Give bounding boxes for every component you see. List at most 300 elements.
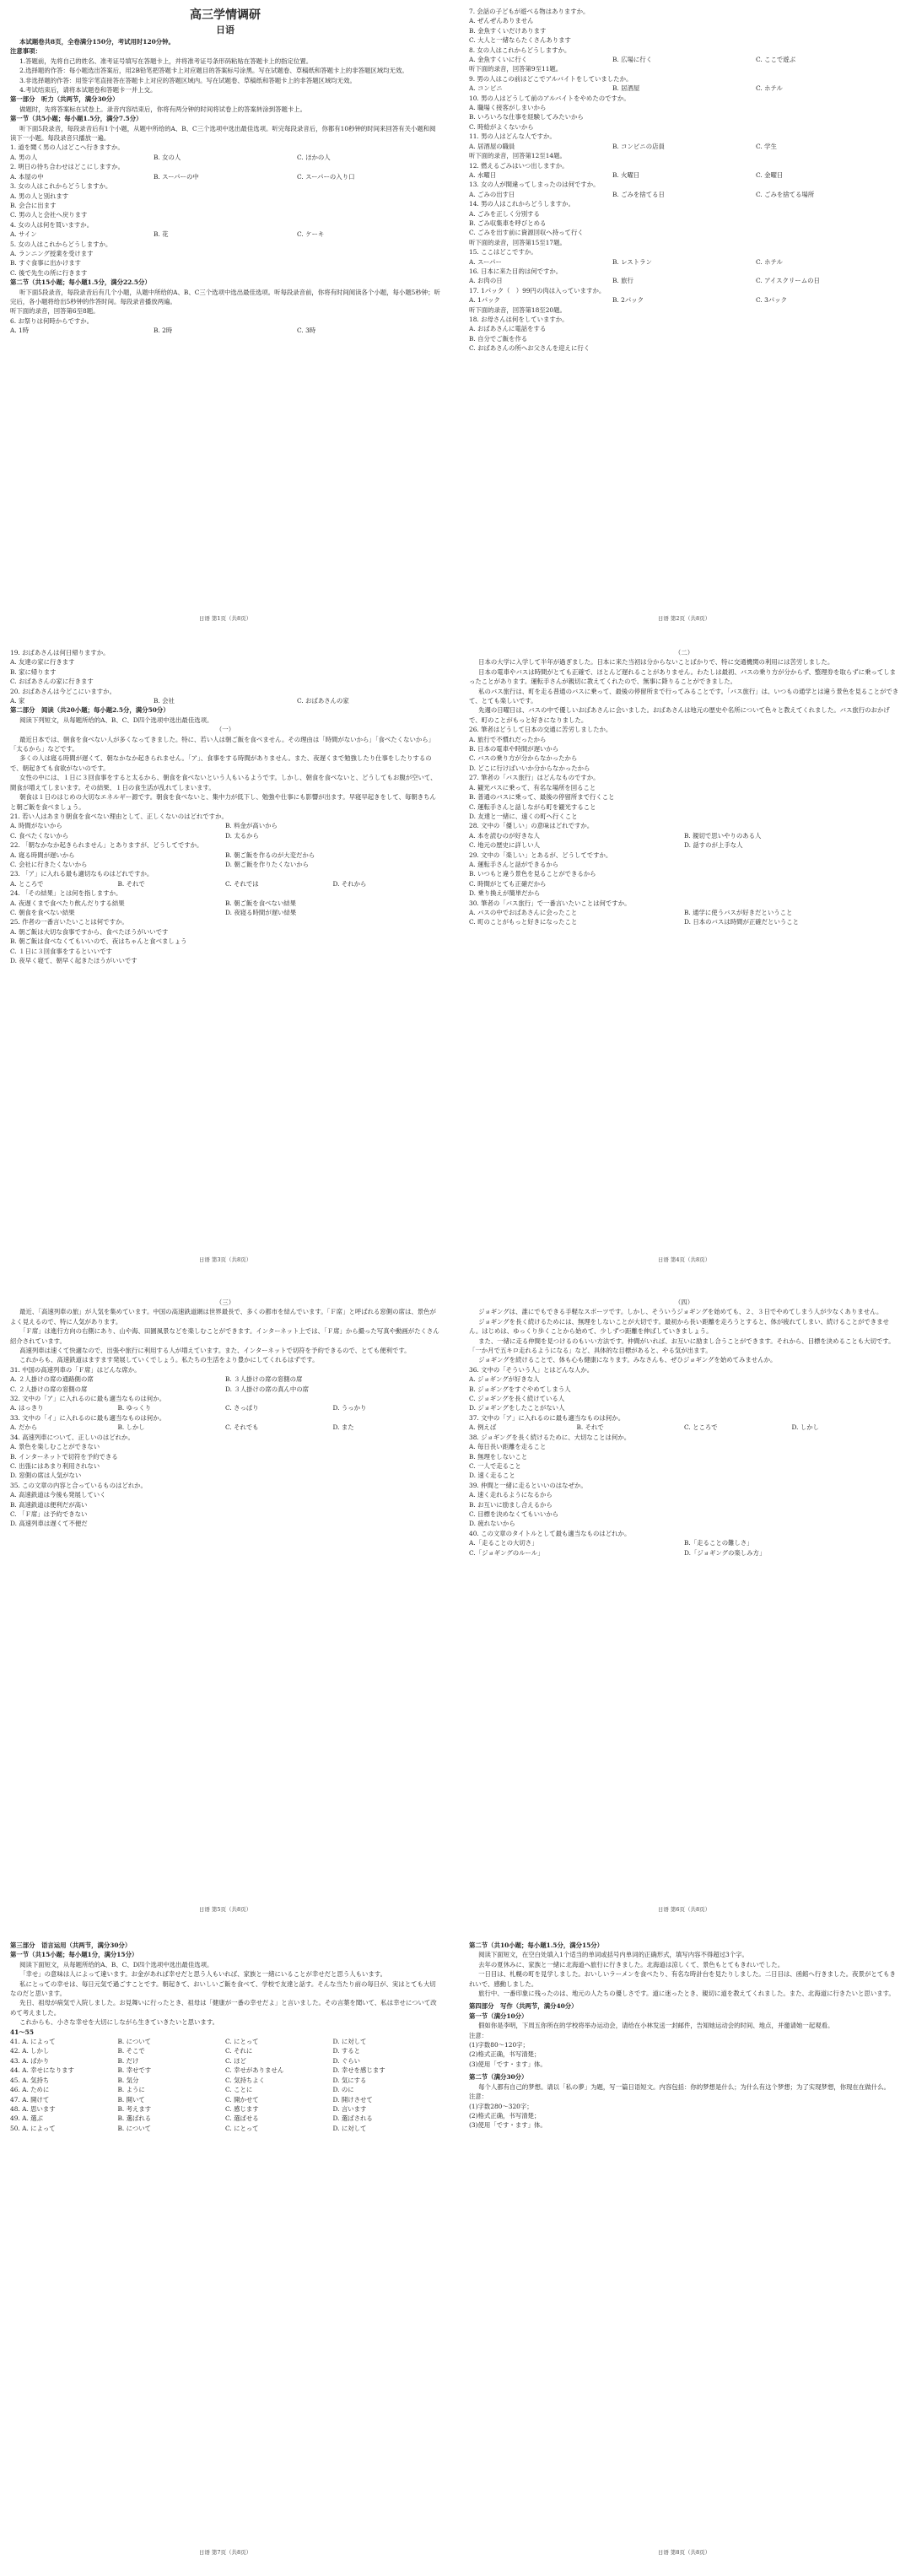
option: B. ように [117,2086,145,2094]
option: D. に対して [332,2124,367,2132]
option: B. お互いに励まし合えるから [469,1500,553,1509]
option: D. 夜早く寝て、朝早く起きたほうがいいです [10,957,137,964]
option: B. コンビニの店員 [612,142,665,150]
option: D. 太るから [225,831,259,840]
option: D. 選ばされる [332,2114,373,2123]
note-item: (3)使用「です・ます」体。 [469,2060,547,2068]
passage-paragraph: ジョギングを長く続けるためには、無理をしないことが大切です。最初から長い距離を走ろうとすると、体が疲れてしまい、続けることができません。はじめは、ゆっくり歩くことから始めて、少しずつ距離を伸ばしていきましょう。 [469,1317,889,1336]
option: C. 男の人と会社へ戻ります [10,211,88,219]
question: 35. この文章の内容と合っているものはどれか。 [10,1481,147,1489]
option: A. バスの中でおばあさんに会ったこと [469,908,578,916]
page-footer: 日语 第8页（共8页） [657,2548,711,2556]
section-intro: 听下面5段录音，每段录音后有1个小题，从题中所给的A、B、C三个选项中选出最佳选项。听完每段录音后，你都有10秒钟的时间来回答有关小题和阅读下一小题。每段录音只播放一遍。 [10,124,436,143]
question: 8. 女の人はこれからどうしますか。 [469,46,571,54]
option: B. 日本の電車や時間が遅いから [469,745,559,753]
question: 30. 筆者の「バス旅行」で一番言いたいことは何ですか。 [469,899,631,907]
question: 22. 「朝なかなか起きられません」とありますが、どうしてですか。 [10,841,203,850]
options-row [469,257,899,267]
options-row [10,1423,440,1432]
listen-instruction: 听下面的录音，回答第9至11题。 [469,65,563,73]
option: C. 金曜日 [756,170,784,179]
option: C. 食べたくないから [10,831,69,840]
options-row [10,860,440,869]
option: D. 話すのが上手な人 [684,841,743,850]
passage-label: （三） [215,1299,235,1306]
choice-row [10,2037,440,2046]
question: 18. お母さんは何をしていますか。 [469,316,569,323]
passage-paragraph: 日本の電車やバスは時間がとても正確で、ほとんど遅れることがありません。わたしは最初、バスの乗り方が分からず、整理券を取らずに乗ってしまったことがあります。運転手さんが親切に教えてくれたので、無事に降りることができました。 [469,667,896,686]
question: 12. 燃えるごみはいつ出しますか。 [469,161,569,170]
option: C. 感じます [225,2104,259,2113]
page-8 [469,1941,899,2561]
option: C. 選ばせる [225,2114,259,2123]
option: A. 観光バスに乗って、有名な場所を回ること [469,783,596,791]
exam-subject: 日语 [216,24,234,35]
option: 43. A. ばかり [10,2056,50,2065]
option: C. 町のことがもっと好きになったこと [469,918,578,926]
option: C. ところで [684,1423,718,1432]
note-item: (2)格式正确，书写清楚； [469,2111,541,2120]
question: 19. おばあさんは何日帰りますか。 [10,649,110,656]
note-item: (1)字数280～320字； [469,2102,533,2110]
option: B. レストラン [612,257,652,266]
option: A. 水曜日 [469,170,497,179]
option: C. 後で先生の所に行きます [10,268,88,277]
part-heading: 第二部分 阅读（共20小题；每小题2.5分，满分50分） [10,706,170,715]
options-row [469,1538,899,1547]
option: C. 3パック [756,296,787,305]
option: B. 広場に行く [612,56,653,64]
option: C. 学生 [756,142,777,150]
option: B. 女の人 [154,153,181,161]
part-heading: 第三部分 语言运用（共两节，满分30分） [10,1941,132,1949]
question: 39. 仲間と一緒に走るといいのはなぜか。 [469,1481,587,1489]
exam-info: 本试题卷共8页，全卷满分150分，考试用时120分钟。 [19,38,175,46]
option: A. 朝ご飯は大切な食事ですから、食べたほうがいいです [10,927,169,936]
option: A. 景色を楽しむことができない [10,1443,100,1451]
passage-paragraph: 高速列車は速くて快適なので、出張や旅行に利用する人が増えています。また、インターネットで切符を予約できるので、とても便利です。 [19,1347,411,1355]
note-item: (2)格式正确，书写清楚； [469,2050,541,2059]
option: B. 通学に使うバスが好きだということ [684,908,793,916]
listen-instruction: 听下面的录音，回答第6至8题。 [10,307,100,316]
choices-heading: 41〜55 [10,2028,34,2036]
option: B. 会合に出ます [10,201,57,209]
option: B. だけ [117,2056,139,2065]
options-row [10,153,440,162]
options-row [10,696,440,705]
option: C. それでは [225,879,259,888]
passage-paragraph: 「Ｆ席」は進行方向の右側にあり、山や海、田園風景などを楽しむことができます。インターネット上では、「Ｆ席」から撮った写真や動画がたくさん紹介されています。 [10,1327,439,1345]
option: B. すぐ食事に出かけます [10,259,82,267]
part-heading: 第一部分 听力（共两节，满分30分） [10,95,119,104]
choice-row [10,2076,440,2085]
question: 27. 筆者の「バス旅行」はどんなものですか。 [469,774,600,782]
notes-heading: 注意事项： [10,47,41,56]
page-5 [10,1298,440,1918]
options-row [10,899,440,908]
option: A. ランニング授業を受けます [10,249,94,257]
option: A. 友達の家に行きます [10,658,75,667]
option: D. 幸せを感じます [332,2066,385,2075]
option: C. 朝食を食べない結果 [10,908,75,916]
option: A. おばあさんに電話をする [469,325,547,333]
passage-paragraph: 多くの人は寝る時間が遅くて、朝なかなか起きられません。「ア」、食事をする時間がありません。また、夜遅くまで勉強したり仕事をしたりするので、朝起きても食欲がないのです。 [10,754,432,772]
passage-paragraph: また、一緒に走る仲間を見つけるのもいい方法です。仲間がいれば、お互いに励まし合うことができます。それから、目標を決めることも大切です。「一か月で五キロ走れるようになる」など、具体的な目標があると、やる気が出ます。 [469,1337,895,1355]
question: 34. 高速列車について、正しいのはどれか。 [10,1433,134,1441]
option: A. はっきり [10,1404,44,1412]
choice-row [10,2066,440,2075]
options-row [469,84,899,93]
option: C. 目標を決めなくてもいいから [469,1509,559,1518]
option: C. スーパーの入り口 [297,172,355,181]
option: 41. A. によって [10,2038,56,2046]
section-heading: 第一节（共5小题；每小题1.5分，满分7.5分） [10,115,143,123]
option: D. ジョギングをしたことがない人 [469,1404,565,1412]
option: B. 2時 [154,327,173,335]
section-heading: 第二节（共10小题；每小题1.5分，满分15分） [469,1941,604,1949]
option: B. ゆっくり [117,1404,152,1412]
option: D. 日本のバスは時間が正確だということ [684,918,800,926]
part-intro: 阅读下列短文，从每题所给的A、B、C、D四个选项中选出最佳选项。 [19,716,213,724]
options-row [469,1548,899,1558]
option: A. ところで [10,879,44,888]
option: B. ジョギングをすぐやめてしまう人 [469,1385,571,1393]
page-footer: 日语 第2页（共8页） [657,614,711,622]
options-row [10,172,440,181]
option: D. 疲れないから [469,1520,515,1528]
question: 6. お祭りは何時からですか。 [10,316,94,325]
option: B. について [117,2038,152,2046]
option: A. ジョギングが好きな人 [469,1375,540,1384]
option: B. 普通のバスに乗って、最後の停留所まで行くこと [469,793,615,802]
option: D. 速く走ること [469,1472,515,1480]
option: D. 言います [332,2104,367,2113]
question: 17. 1パック（ ）99円の肉は入っていますか。 [469,286,606,294]
option: B. 2パック [612,296,644,305]
page-4 [469,648,899,1268]
page-footer: 日语 第1页（共8页） [198,614,252,622]
option: D. ３人掛けの席の真ん中の席 [225,1385,310,1393]
section-heading: 第二节（共15小题；每小题1.5分，满分22.5分） [10,278,151,287]
option: A. 毎日長い距離を走ること [469,1443,547,1451]
option: C. ケーキ [297,230,325,239]
question: 3. 女の人はこれからどうしますか。 [10,182,112,191]
options-row [469,190,899,199]
writing-prompt: 每个人都有自己的梦想。请以「私の夢」为题，写一篇日语短文。内容包括：你的梦想是什么；为什么有这个梦想；为了实现梦想，你现在在做什么。 [478,2082,890,2091]
option: C. ここで遊ぶ [756,56,796,64]
question: 2. 明日の待ち合わせはどこにしますか。 [10,163,125,171]
section-heading: 第一节（满分10分） [469,2012,528,2020]
option: B. 朝ご飯を作るのが大変だから [225,851,315,859]
option: D. すると [332,2047,361,2055]
option: A. 時間がないから [10,822,62,830]
option: 42. A. しかし [10,2047,50,2055]
options-row [10,1385,440,1394]
option: D. 高速列車は遅くて不便だ [10,1520,88,1528]
option: A.「走ることの大切さ」 [469,1539,538,1547]
option: A. 1パック [469,296,500,305]
option: D.「ジョギングの楽しみ方」 [684,1548,766,1557]
choice-row [10,2095,440,2104]
option: A. ２人掛けの席の通路側の席 [10,1375,94,1384]
option: C. ホテル [756,84,783,93]
option: B. 無理をしないこと [469,1452,528,1461]
option: C. バスの乗り方が分からなかったから [469,754,578,763]
question: 13. 女の人が間違ってしまったのは何ですか。 [469,181,600,189]
option: D. 友達と一緒に、遠くの町へ行くこと [469,812,578,820]
section-heading: 第二节（满分30分） [469,2073,528,2082]
option: B. 旅行 [612,277,633,285]
page-3 [10,648,440,1268]
writing-prompt: 假如你是李明，下周五你所在的学校将举办运动会，请给在小林发送一封邮件，告知她运动会的时间、地点，并邀请她一起观看。 [478,2022,834,2030]
option: 46. A. ために [10,2086,50,2094]
note-item: (1)字数80～120字； [469,2041,529,2049]
passage-paragraph: 私のバス旅行は、町を走る普通のバスに乗って、最後の停留所まで行ってみることです。「バス旅行」は、いつもの通学とは違う景色を見ることができて、とても楽しいです。 [469,687,899,705]
question: 11. 男の人はどんな人ですか。 [469,132,556,141]
option: C. 時間がとても正確だから [469,879,547,888]
option: B. 自分でご飯を作る [469,334,528,343]
passage-paragraph: 先日、祖母が病気で入院しました。お見舞いに行ったとき、祖母は「健康が一番の幸せだよ」と言いました。その言葉を聞いて、私は幸せについて改めて考えました。 [10,1999,437,2017]
option: B. 選ばれる [117,2114,152,2123]
option: D. しかし [791,1423,820,1432]
notes-heading: 注意： [469,2093,488,2101]
option: A. 職場く接客がしまいから [469,104,547,112]
question: 37. 文中の「ア」に入れるのに最も適当なものは何か。 [469,1413,625,1422]
option: B. 火曜日 [612,170,640,179]
option: C. アイスクリームの日 [756,277,820,285]
option: B. 気分 [117,2076,139,2084]
question: 9. 男の人はこの前はどこでアルバイトをしていましたか。 [469,74,633,83]
option: 49. A. 選ぶ [10,2114,43,2123]
page-footer: 日语 第7页（共8页） [198,2548,252,2556]
option: A. サイン [10,230,37,239]
option: C. にとって [225,2124,259,2132]
option: B. 幸せです [117,2066,152,2075]
page-footer: 日语 第6页（共8页） [657,1905,711,1913]
options-row [10,326,440,335]
question: 26. 筆者はどうして日本の交通に苦労しましたか。 [469,726,612,734]
choice-row [10,2124,440,2133]
question: 25. 作者の一番言いたいことは何ですか。 [10,918,128,926]
option: A. スーパー [469,257,502,266]
option: A. 運転手さんと話ができるから [469,860,559,868]
options-row [469,142,899,151]
option: A. 家 [10,697,25,705]
page-2 [469,7,899,627]
option: D. 朝ご飯を作りたくないから [225,860,310,868]
option: B. 朝ご飯は食べなくてもいいので、夜はちゃんと食べましょう [10,937,187,946]
option: C. ごみを出す前に資源回収へ持って行く [469,229,584,237]
option: B. 家に帰ります [10,667,57,676]
part-heading: 第四部分 写作（共两节，满分40分） [469,2002,578,2011]
option: A. 高速鉄道は今後も発展していく [10,1491,106,1499]
option: C. 一人で走ること [469,1461,521,1470]
question: 32. 文中の「ア」に入れるのに最も適当なものは何か。 [10,1395,166,1403]
option: B. について [117,2124,152,2132]
option: C. 会社に行きたくないから [10,860,88,868]
question: 15. ここはどこですか。 [469,248,537,257]
choice-row [10,2056,440,2066]
question: 20. おばあさんは今どこにいますか。 [10,687,116,695]
question: 14. 男の人はこれからどうしますか。 [469,200,574,208]
option: D. どこに行けばいいか分からなかったから [469,764,590,772]
option: B. そこで [117,2047,145,2055]
note-item: 3.非选择题的作答：用签字笔直接答在答题卡上对应的答题区域内。写在试题卷、草稿纸和答题卡上的非答题区域均无效。 [19,76,356,84]
option: B. しかし [117,1423,145,1432]
option: D. 乗り換えが簡単だから [469,889,541,898]
section-intro: 阅读下面短文，从每题所给的A、B、C、D四个选项中选出最佳选项。 [19,1960,213,1968]
option: C. ごみを捨てる場所 [756,190,815,198]
option: C. ２人掛けの席の窓側の席 [10,1385,88,1393]
option: D. のに [332,2086,354,2094]
passage-paragraph: 日本の大学に入学して半年が過ぎました。日本に来た当初は分からないことばかりで、特に交通機関の利用には苦労しました。 [478,658,834,667]
options-row [10,1374,440,1384]
option: B. インターネットで切符を予約できる [10,1452,118,1461]
choice-row [10,2104,440,2114]
passage-paragraph: 最近、「高速列車の旅」が人気を集めています。中国の高速鉄道網は世界最長で、多くの都市を結んでいます。「Ｆ席」と呼ばれる窓側の席は、景色がよく見えるので、特に人気があります。 [10,1308,436,1326]
option: B. 高速鉄道は便利だが高い [10,1500,88,1509]
option: 47. A. 開けて [10,2095,50,2103]
option: C. ことに [225,2086,253,2094]
option: B. 花 [154,230,169,239]
choice-row [10,2085,440,2094]
passage-paragraph: ジョギングは、誰にでもできる手軽なスポーツです。しかし、そういうジョギングを始めても、２、３日でやめてしまう人が少なくありません。 [478,1308,883,1316]
option: A. 夜遅くまで食べたり飲んだりする結果 [10,899,125,907]
option: A. 居酒屋の職員 [469,142,515,150]
option: A. 寝る時間が遅いから [10,851,75,859]
option: D. ぐらい [332,2056,361,2065]
option: A. コンビニ [469,84,503,93]
option: C. 地元の歴史に詳しい人 [469,841,540,850]
passage-paragraph: 「幸せ」の意味は人によって違います。お金があれば幸せだと思う人もいれば、家族と一緒にいることが幸せだと思う人もいます。 [19,1970,386,1979]
passage-paragraph: 旅行中、一番印象に残ったのは、地元の人たちの優しさです。道に迷ったとき、親切に道を教えてくれました。また、北海道に行きたいと思います。 [478,1990,895,1998]
question: 21. 若い人はあまり朝食を食べない理由として、正しくないのはどれですか。 [10,812,228,820]
question: 4. 女の人は何を買いますか。 [10,220,94,229]
option: C. さっぱり [225,1404,259,1412]
option: C. 開かせて [225,2095,259,2103]
question: 31. 中国の高速列車の「Ｆ席」はどんな席か。 [10,1365,141,1374]
option: C. おばあさんの所へお父さんを迎えに行く [469,344,590,353]
part-intro: 做题时，先将答案标在试卷上。录音内容结束后，你将有两分钟的时间将试卷上的答案转涂到答题卡上。 [19,105,307,113]
passage-paragraph: 朝食は１日のはじめの大切なエネルギー源です。朝食を食べないと、集中力が低下し、勉強や仕事にも影響が出ます。早寝早起きをして、毎朝きちんと朝ご飯を食べましょう。 [10,793,436,811]
page-footer: 日语 第3页（共8页） [198,1256,252,1263]
passage-paragraph: 去年の夏休みに、家族と一緒に北海道へ旅行に行きました。北海道は涼しくて、景色もとてもきれいでした。 [478,1960,784,1968]
question: 33. 文中の「イ」に入れるのに最も適当なものは何か。 [10,1413,166,1422]
question: 38. ジョギングを長く続けるために、大切なことは何か。 [469,1433,631,1441]
note-item: 1.答题前，先将自己的姓名、准考证号填写在答题卡上，并将准考证号条形码粘贴在答题卡上的指定位置。 [19,57,313,65]
question: 1. 道を聞く男の人はどこへ行きますか。 [10,143,124,152]
option: D. に対して [332,2038,367,2046]
option: B. スーパーの中 [154,172,199,181]
option: B. 金魚すくいだけあります [469,26,547,35]
options-row [469,170,899,180]
question: 5. 女の人はこれからどうしますか。 [10,240,112,248]
page-6 [469,1298,899,1918]
passage-label: （二） [674,649,694,656]
option: A. お肉の日 [469,277,503,285]
option: C. １日に３回食事をするといいです [10,947,112,955]
option: C. それでも [225,1423,259,1432]
option: A. ごみを正しく分別する [469,209,540,218]
page-1 [10,7,440,627]
options-row [469,908,899,917]
section-intro: 阅读下面短文，在空白处填入1个适当的单词或括号内单词的正确形式，填写内容不得超过3个字。 [478,1951,748,1959]
passage-paragraph: これからも、高速鉄道はますます発展していくでしょう。私たちの生活をより豊かにしてくれるはずです。 [19,1356,319,1364]
option: C. 「Ｆ席」は予約できない [10,1509,88,1518]
options-row [469,840,899,850]
option: B. それで [117,879,145,888]
note-item: 2.选择题的作答：每小题选出答案后，用2B铅笔把答题卡上对应题目的答案标号涂黑。写在试题卷、草稿纸和答题卡上的非答题区域均无效。 [19,67,408,75]
option: A. 本を読むのが好きな人 [469,831,540,840]
passage-label: （一） [215,726,235,734]
passage-paragraph: 女性の中には、１日に３回食事をすると太るから、朝食を食べないという人もいるようです。しかし、朝食を食べないと、どうしてもお腹が空いて、間食が増えてしまいます。その結果、１日の食生活が乱れてしまいます。 [10,774,437,791]
page-footer: 日语 第5页（共8页） [198,1905,252,1913]
listen-instruction: 听下面的录音，回答第18至20题。 [469,305,566,314]
options-row [10,831,440,840]
note-item: (3)使用「です・ます」体。 [469,2121,547,2130]
options-row [469,276,899,285]
notes-heading: 注意： [469,2031,488,2039]
option: C. 幸せがありません [225,2066,284,2075]
page-footer: 日语 第4页（共8页） [657,1256,711,1263]
option: B. それで [576,1423,604,1432]
option: A. 1時 [10,327,30,335]
question: 28. 文中の「優しい」の意味はどれですか。 [469,822,594,830]
option: A. 旅行で不慣れだったから [469,735,547,743]
option: 44. A. 幸せになります [10,2066,74,2075]
option: D. 夜寝る時間が遅い結果 [225,908,297,916]
question: 7. 会話の子どもが遊べる物はありますか。 [469,8,590,15]
options-row [469,295,899,305]
option: C. 3時 [297,327,316,335]
section-intro: 听下面5段录音，每段录音后有几个小题，从题中所给的A、B、C三个选项中选出最佳选项。听每段录音前，你将有时间阅读各个小题，每小题5秒钟；听完后，各小题将给出5秒钟的作答时间。每段录音播放两遍。 [10,288,440,305]
passage-paragraph: これからも、小さな幸せを大切にしながら生きていきたいと思います。 [19,2018,219,2027]
option: A. 速く走れるようになるから [469,1491,553,1499]
options-row [10,879,440,888]
option: D. 開けさせて [332,2095,373,2103]
option: 45. A. 気持ち [10,2076,50,2084]
options-row [10,908,440,917]
options-row [10,851,440,860]
option: A. だから [10,1423,38,1432]
options-row [10,1403,440,1412]
exam-title: 高三学情调研 [190,8,261,22]
options-row [469,831,899,840]
option: D. それから [332,879,367,888]
option: C. それに [225,2047,253,2055]
option: B. いつもと違う景色を見ることができるから [469,870,596,878]
option: C. 気持ちよく [225,2076,266,2084]
option: C. 出張にはあまり利用されない [10,1461,100,1470]
options-row [469,917,899,926]
option: B. 開いて [117,2095,145,2103]
choice-row [10,2046,440,2055]
passage-paragraph: ジョギングを続けることで、体も心も健康になります。みなさんも、ぜひジョギングを始めてみませんか。 [478,1356,777,1364]
question: 40. この文章のタイトルとして最も適当なものはどれか。 [469,1529,631,1537]
option: B. 考えます [117,2104,152,2113]
passage-label: （四） [674,1299,694,1306]
option: A. 金魚すくいに行く [469,56,528,64]
question: 10. 男の人はどうして前のアルバイトをやめたのですか。 [469,94,630,102]
question: 23. 「ア」に入れる最も適切なものはどれですか。 [10,870,154,878]
question: 29. 文中の「楽しい」とあるが、どうしてですか。 [469,851,612,859]
options-row [10,230,440,239]
option: C. ほど [225,2056,246,2065]
choice-row [10,2114,440,2123]
question: 36. 文中の「そういう人」とはどんな人か。 [469,1365,594,1374]
passage-paragraph: 最近日本では、朝食を食べない人が多くなってきました。特に、若い人は朝ご飯を食べません。その理由は「時間がないから」「食べたくないから」「太るから」などです。 [10,735,435,753]
option: 50. A. によって [10,2124,56,2132]
